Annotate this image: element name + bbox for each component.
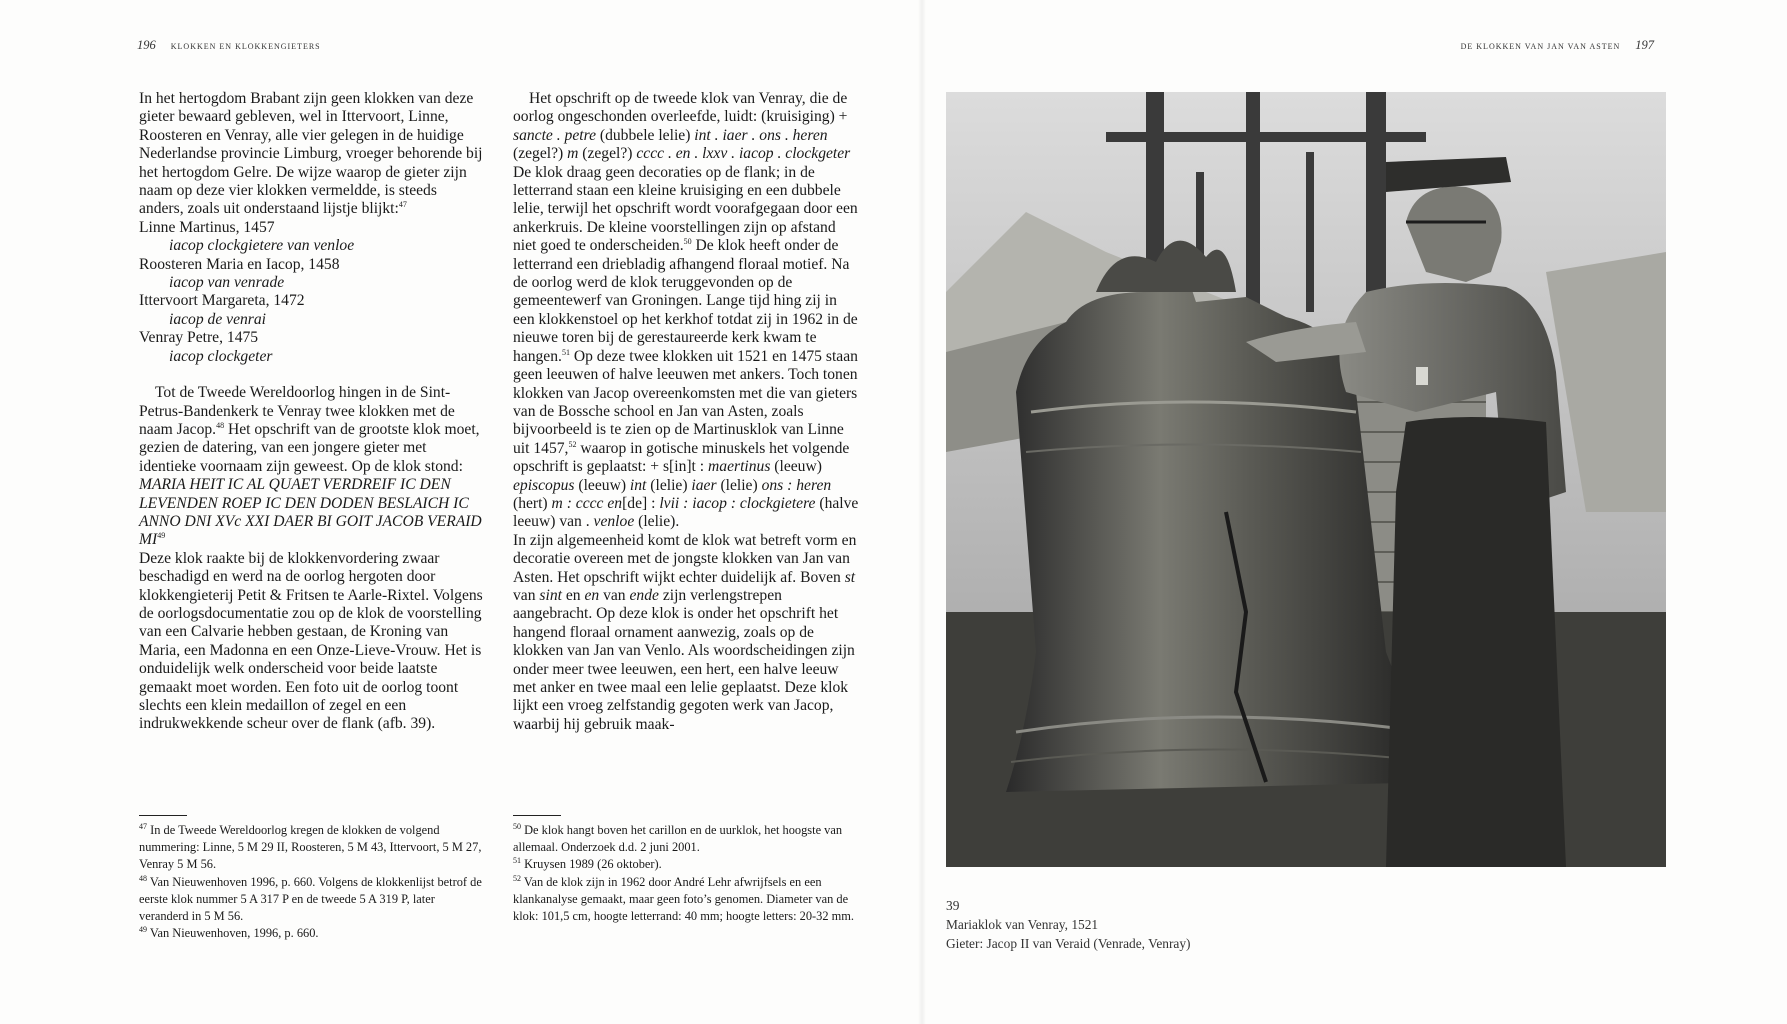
paragraph: Deze klok raakte bij de klokkenvordering zwaar beschadigd en werd na de oorlog hergoten door klokkengieterij Petit & Fritsen te Aarle-Rixtel. Volgens de oorlogsdocumentatie zou op de klok de voorstelling van een Calvarie hebben gestaan, de Kroning van Maria, een Madonna en een Onze-Lieve-Vrouw. Het is onduidelijk welk onderscheid voor beide laatste gemaakt moet worden. Een foto uit de oorlog toont slechts een klein medaillon of zegel en een indrukwekkende scheur over de flank (afb. 39). xyxy=(139,549,483,733)
text: De klok heeft onder de letterrand een driebladig afhangend floraal motief. Na de oorlog werd de klok teruggevonden op de gemeentewerf van Groningen. Lange tijd hing zij in een klokkenstoel op het kerkhof totdat zij in 1962 in de nieuwe toren bij de gerestaureerde kerk kwam te hangen. xyxy=(513,237,858,365)
text: (lelie). xyxy=(634,513,680,531)
inscription: en xyxy=(584,586,600,604)
page-number-right: 197 xyxy=(1635,38,1654,52)
running-head-left xyxy=(137,38,321,53)
text: In het hertogdom Brabant zijn geen klokken van deze gieter bewaard gebleven, wel in Ittervoort, Linne, Roosteren en Venray, alle vier gelegen in de huidige Nederlandse provincie Limburg, vroeger behorende bij het hertogdom Gelre. De wijze waarop de gieter zijn naam op deze vier klokken vermeldde, is steeds anders, zoals uit onderstaand lijstje blijkt: xyxy=(139,90,483,218)
inscription: sancte . petre xyxy=(513,126,596,144)
footnote-rule-left xyxy=(139,815,187,816)
inscription: cccc . en . lxxv . iacop . clockgeter xyxy=(636,145,851,163)
running-title-left: KLOKKEN EN KLOKKENGIETERS xyxy=(170,42,321,51)
text: De klok draag geen decoraties op de flank; in de letterrand staan een kleine kruisiging en een dubbele lelie, terwijl het opschrift wordt voorafgegaan door een ankerkruis. De kleine voorstellingen zijn op afstand niet goed te onderscheiden. xyxy=(513,163,858,255)
inscription: sint xyxy=(539,586,562,604)
list-item: Venray Petre, 1475 xyxy=(139,329,259,347)
bell-photograph xyxy=(946,92,1666,867)
footnote xyxy=(139,925,484,942)
inscription: venloe xyxy=(593,513,635,531)
text: en xyxy=(561,586,585,604)
paragraph xyxy=(139,90,484,219)
list-item-inscription: iacop de venrai xyxy=(169,310,266,328)
running-title-right: DE KLOKKEN VAN JAN VAN ASTEN xyxy=(1460,42,1621,51)
footnote-number: 48 xyxy=(139,873,147,883)
text: [de] : xyxy=(622,494,660,512)
bell-photo-illustration xyxy=(946,92,1666,867)
note-ref: 51 xyxy=(561,347,570,357)
paragraph xyxy=(513,532,861,734)
inscription: m : cccc en xyxy=(551,494,623,512)
text: (halve leeuw) van . xyxy=(513,494,859,531)
note-ref: 48 xyxy=(216,420,225,430)
text-column-2 xyxy=(513,90,861,734)
text: Het opschrift van de grootste klok moet, gezien de datering, van een jongere gieter met identieke voornaam zijn geweest. Op de klok stond: xyxy=(139,420,480,475)
text: van xyxy=(599,586,630,604)
footnote xyxy=(513,822,863,856)
text: (dubbele lelie) xyxy=(596,126,695,144)
note-ref: 49 xyxy=(157,531,166,541)
text: (leeuw) xyxy=(574,476,630,494)
inscription: maertinus xyxy=(708,458,771,476)
footnote xyxy=(139,874,484,926)
text: (zegel?) xyxy=(513,145,568,163)
footnote-text: Van de klok zijn in 1962 door André Lehr afwrijfsels en een klankanalyse gemaakt, maar geen foto’s genomen. Diameter van de klok: 101,5 cm, hoogte letterrand: 40 mm; hoogte letters: 20-32 mm. xyxy=(513,874,855,924)
inscription: int . iaer . ons . heren xyxy=(694,126,828,144)
spacer xyxy=(139,366,484,384)
footnote-rule-right xyxy=(513,815,561,816)
inscription: episcopus xyxy=(513,476,575,494)
text: Op deze twee klokken uit 1521 en 1475 staan geen leeuwen of halve leeuwen met ankers. Toch tonen klokken van Jacop overeenkomsten met die van gieters van de Bossche school en Jan van Asten, zoals bijvoorbeeld is te zien op de Martinusklok van Linne uit 1457, xyxy=(513,347,858,457)
caption-line: Gieter: Jacop II van Veraid (Venrade, Venray) xyxy=(946,936,1191,951)
list-item: Linne Martinus, 1457 xyxy=(139,218,275,236)
caption-line: Mariaklok van Venray, 1521 xyxy=(946,917,1099,932)
footnote-number: 47 xyxy=(139,821,147,831)
running-head-right xyxy=(1461,38,1654,53)
inscription: ons : heren xyxy=(761,476,832,494)
text: (lelie) xyxy=(716,476,762,494)
inscription: st xyxy=(844,568,856,586)
note-ref: 50 xyxy=(683,237,692,247)
footnote-text: Van Nieuwenhoven, 1996, p. 660. xyxy=(149,926,319,941)
paragraph xyxy=(139,384,484,550)
paragraph xyxy=(513,90,861,164)
footnote xyxy=(513,874,863,926)
gutter xyxy=(918,0,926,1024)
inscription: m xyxy=(567,145,579,163)
list-item-inscription: iacop clockgeter xyxy=(169,347,273,365)
footnote-number: 51 xyxy=(513,856,521,866)
text: (leeuw) xyxy=(770,458,822,476)
photo-caption xyxy=(946,896,1191,953)
footnote xyxy=(139,822,484,874)
inscription: int xyxy=(629,476,647,494)
note-ref: 47 xyxy=(398,200,407,210)
inscription: ende xyxy=(629,586,659,604)
footnote-text: Kruysen 1989 (26 oktober). xyxy=(524,857,662,872)
footnotes-right xyxy=(513,822,863,925)
text: (hert) xyxy=(513,494,552,512)
figure-number: 39 xyxy=(946,898,960,913)
text: In zijn algemeenheid komt de klok wat betreft vorm en decoratie overeen met de jongste klokken van Jan van Asten. Het opschrift wijkt echter duidelijk af. Boven xyxy=(513,531,857,586)
text: (zegel?) xyxy=(578,145,637,163)
note-ref: 52 xyxy=(568,439,577,449)
footnote-text: Van Nieuwenhoven 1996, p. 660. Volgens de klokkenlijst betrof de eerste klok nummer 5 A 317 P en de tweede 5 A 319 P, later veranderd in 5 M 56. xyxy=(139,874,482,924)
inscription: iaer xyxy=(691,476,717,494)
text: (lelie) xyxy=(646,476,692,494)
list-item: Roosteren Maria en Iacop, 1458 xyxy=(139,255,340,273)
text: van xyxy=(513,586,540,604)
page-number-left: 196 xyxy=(137,38,156,52)
list-item-inscription: iacop clockgietere van venloe xyxy=(169,237,355,255)
list-item: Ittervoort Margareta, 1472 xyxy=(139,292,305,310)
footnote xyxy=(513,856,863,873)
paragraph xyxy=(513,164,861,532)
list-item-inscription: iacop van venrade xyxy=(169,274,285,292)
footnotes-left xyxy=(139,822,484,942)
text: waarop in gotische minuskels het volgende opschrift is geplaatst: + s[in]t : xyxy=(513,439,850,476)
text: Tot de Tweede Wereldoorlog hingen in de Sint-Petrus-Bandenkerk te Venray twee klokken met de naam Jacop. xyxy=(139,384,455,438)
footnote-text: In de Tweede Wereldoorlog kregen de klokken de volgend nummering: Linne, 5 M 29 II, Roosteren, 5 M 43, Ittervoort, 5 M 27, Venray 5 M 56. xyxy=(139,823,482,872)
footnote-number: 52 xyxy=(513,873,521,883)
footnote-text: De klok hangt boven het carillon en de uurklok, het hoogste van allemaal. Onderzoek d.d. 2 juni 2001. xyxy=(513,823,843,855)
text: Het opschrift op de tweede klok van Venray, die de oorlog ongeschonden overleefde, luidt: (kruisiging) + xyxy=(513,90,848,126)
footnote-number: 50 xyxy=(513,821,521,831)
text-column-1 xyxy=(139,90,484,734)
inscription: MARIA HEIT IC AL QUAET VERDREIF IC DEN LEVENDEN ROEP IC DEN DODEN BESLAICH IC ANNO DNI XVc XXI DAER BI GOIT JACOB VERAID MI xyxy=(139,476,482,549)
text: zijn verlengstrepen aangebracht. Op deze klok is onder het opschrift het hangend floraal ornament aanwezig, zoals op de klokken van Jan van Venlo. Als woordscheidingen zijn onder meer twee leeuwen, een hert, een halve leeuw met anker en twee maal een lelie geplaatst. Deze klok lijkt een vroeg zelfstandig gegoten werk van Jacop, waarbij hij gebruik maak- xyxy=(513,586,855,733)
footnote-number: 49 xyxy=(139,925,147,935)
inscription: lvii : iacop : clockgietere xyxy=(659,494,816,512)
